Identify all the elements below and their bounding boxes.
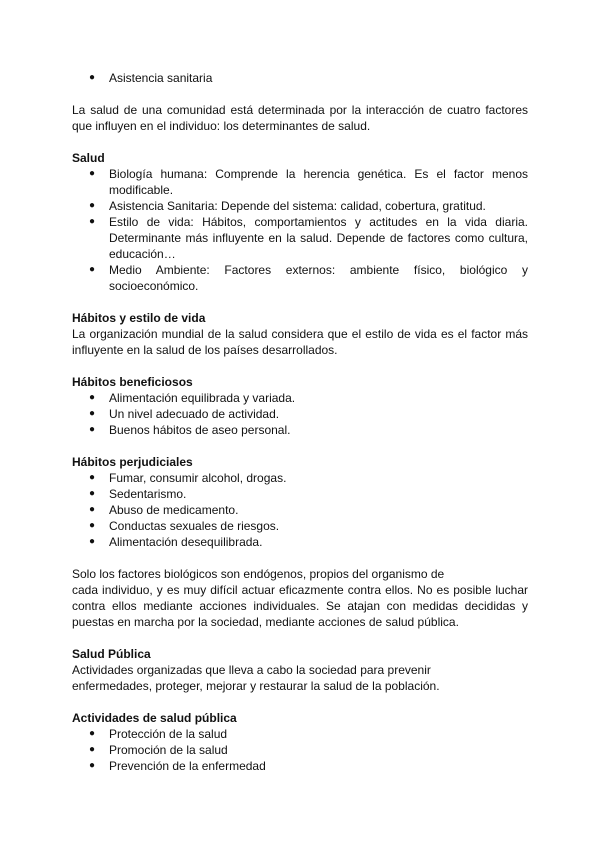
bullet-icon: ●: [89, 200, 96, 211]
list-item: ● Protección de la salud: [89, 727, 228, 741]
list-item: ● Conductas sexuales de riesgos.: [89, 519, 280, 533]
habitos-paragraph: La organización mundial de la salud considera que el estilo de vida es el factor más influyente en la salud de los países desarrollados.: [72, 327, 528, 357]
bullet-icon: ●: [89, 504, 96, 515]
section-heading-beneficiosos: Hábitos beneficiosos: [72, 375, 193, 389]
bullet-icon: ●: [89, 520, 96, 531]
bullet-icon: ●: [89, 424, 96, 435]
salud-publica-line-2: enfermedades, proteger, mejorar y restaurar la salud de la población.: [72, 679, 440, 693]
bullet-icon: ●: [89, 72, 96, 83]
list-item: ● Buenos hábitos de aseo personal.: [89, 423, 291, 437]
intro-paragraph: La salud de una comunidad está determinada por la interacción de cuatro factores que influyen en el individuo: los determinantes de salud.: [72, 103, 528, 133]
bullet-icon: ●: [89, 488, 96, 499]
beneficiosos-list: [72, 390, 528, 438]
perjudiciales-list: [72, 470, 528, 550]
bullet-icon: ●: [89, 744, 96, 755]
list-item: ● Asistencia sanitaria: [89, 71, 213, 85]
salud-list: [72, 166, 528, 294]
bullet-icon: ●: [89, 728, 96, 739]
bullet-icon: ●: [89, 392, 96, 403]
bullet-icon: ●: [89, 168, 96, 179]
list-item: ● Biología humana: Comprende la herencia genética. Es el factor menos modificable.: [89, 167, 528, 197]
list-item: ● Un nivel adecuado de actividad.: [89, 407, 280, 421]
list-item: ● Abuso de medicamento.: [89, 503, 239, 517]
section-heading-salud: Salud: [72, 151, 105, 165]
factores-paragraph: cada individuo, y es muy difícil actuar eficazmente contra ellos. No es posible luchar contra ellos mediante acciones individuales. Se atajan con medidas decididas y puestas en marcha por la sociedad, mediante acciones de salud pública.: [72, 583, 528, 629]
salud-publica-line-1: Actividades organizadas que lleva a cabo la sociedad para prevenir: [72, 663, 431, 677]
list-item: ● Alimentación desequilibrada.: [89, 535, 263, 549]
list-item: ● Asistencia Sanitaria: Depende del sistema: calidad, cobertura, gratitud.: [89, 199, 486, 213]
bullet-icon: ●: [89, 408, 96, 419]
section-heading-perjudiciales: Hábitos perjudiciales: [72, 455, 193, 469]
list-item: ● Alimentación equilibrada y variada.: [89, 391, 296, 405]
bullet-icon: ●: [89, 760, 96, 771]
list-item: ● Medio Ambiente: Factores externos: ambiente físico, biológico y socioeconómico.: [89, 263, 528, 293]
bullet-icon: ●: [89, 264, 96, 275]
section-heading-habitos: Hábitos y estilo de vida: [72, 311, 206, 325]
bullet-icon: ●: [89, 216, 96, 227]
list-item: ● Sedentarismo.: [89, 487, 187, 501]
list-item: ● Estilo de vida: Hábitos, comportamientos y actitudes en la vida diaria. Determinante más influyente en la salud. Depende de factores como cultura, educación…: [89, 215, 528, 261]
bullet-icon: ●: [89, 536, 96, 547]
section-heading-salud-publica: Salud Pública: [72, 647, 151, 661]
factores-line-1: Solo los factores biológicos son endógenos, propios del organismo de: [72, 567, 445, 581]
section-heading-actividades: Actividades de salud pública: [72, 711, 237, 725]
list-item: ● Fumar, consumir alcohol, drogas.: [89, 471, 287, 485]
top-list: [72, 70, 528, 86]
list-item: ● Promoción de la salud: [89, 743, 228, 757]
actividades-list: [72, 726, 528, 774]
list-item: ● Prevención de la enfermedad: [89, 759, 266, 773]
bullet-icon: ●: [89, 472, 96, 483]
